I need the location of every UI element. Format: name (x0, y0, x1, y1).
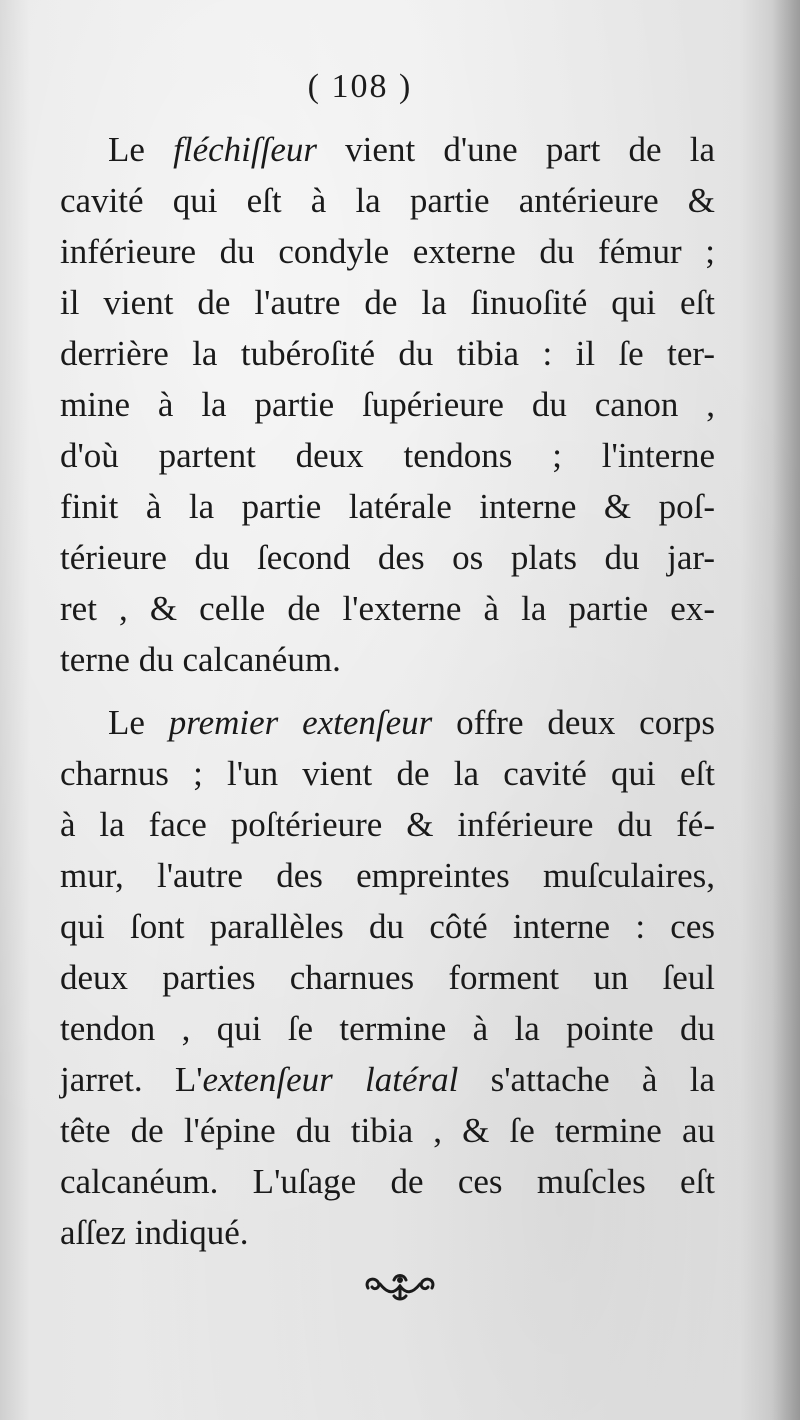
text-run: cavité qui eſt à la partie antérieure & (60, 181, 715, 220)
text-run: terne du calcanéum. (60, 640, 341, 679)
text-line (60, 1156, 715, 1207)
text-line (60, 1207, 715, 1258)
body-text (60, 124, 715, 1258)
text-line (60, 1054, 715, 1105)
text-line (60, 634, 715, 685)
fleuron-ornament-icon (360, 1268, 440, 1304)
text-run: vient d'une part de la (316, 130, 716, 169)
text-line (60, 583, 715, 634)
text-line (60, 532, 715, 583)
text-run: aſſez indiqué. (60, 1213, 249, 1252)
text-run: térieure du ſecond des os plats du jar- (60, 538, 715, 577)
text-line (60, 379, 715, 430)
text-run: calcanéum. L'uſage de ces muſcles eſt (60, 1162, 715, 1201)
text-run: finit à la partie latérale interne & poſ- (60, 487, 715, 526)
page-edge-shadow (772, 0, 800, 1420)
text-line (60, 175, 715, 226)
text-run: à la face poſtérieure & inférieure du fé- (60, 805, 715, 844)
italic-term: premier extenſeur (168, 703, 433, 742)
text-line (60, 697, 715, 748)
text-run: charnus ; l'un vient de la cavité qui eſt (60, 754, 715, 793)
text-line (60, 124, 715, 175)
text-line (60, 952, 715, 1003)
text-run: derrière la tubéroſité du tibia : il ſe ter- (60, 334, 715, 373)
text-run: qui ſont parallèles du côté interne : ces (60, 907, 715, 946)
text-run: mur, l'autre des empreintes muſculaires, (60, 856, 715, 895)
text-line (60, 1003, 715, 1054)
text-line (60, 277, 715, 328)
text-run: tête de l'épine du tibia , & ſe termine au (60, 1111, 715, 1150)
text-line (60, 850, 715, 901)
paragraph (60, 697, 715, 1258)
paragraph (60, 124, 715, 685)
italic-term: fléchiſſeur (173, 130, 317, 169)
text-line (60, 901, 715, 952)
paragraph-gap (60, 685, 715, 697)
italic-term: extenſeur latéral (202, 1060, 459, 1099)
text-line (60, 328, 715, 379)
text-run: deux parties charnues forment un ſeul (60, 958, 715, 997)
text-line (60, 1105, 715, 1156)
text-line (60, 430, 715, 481)
text-run: offre deux corps (432, 703, 715, 742)
text-run: Le (108, 703, 169, 742)
text-run: d'où partent deux tendons ; l'interne (60, 436, 715, 475)
text-line (60, 748, 715, 799)
text-run: s'attache à la (458, 1060, 715, 1099)
text-run: ret , & celle de l'externe à la partie ex- (60, 589, 715, 628)
text-run: inférieure du condyle externe du fémur ; (60, 232, 715, 271)
text-run: mine à la partie ſupérieure du canon , (60, 385, 715, 424)
text-line (60, 799, 715, 850)
page-number: ( 108 ) (307, 68, 413, 105)
text-run: tendon , qui ſe termine à la pointe du (60, 1009, 715, 1048)
text-line (60, 481, 715, 532)
text-run: Le (108, 130, 174, 169)
text-run: jarret. L' (60, 1060, 203, 1099)
text-run: il vient de l'autre de la ſinuoſité qui eſt (60, 283, 715, 322)
text-line (60, 226, 715, 277)
